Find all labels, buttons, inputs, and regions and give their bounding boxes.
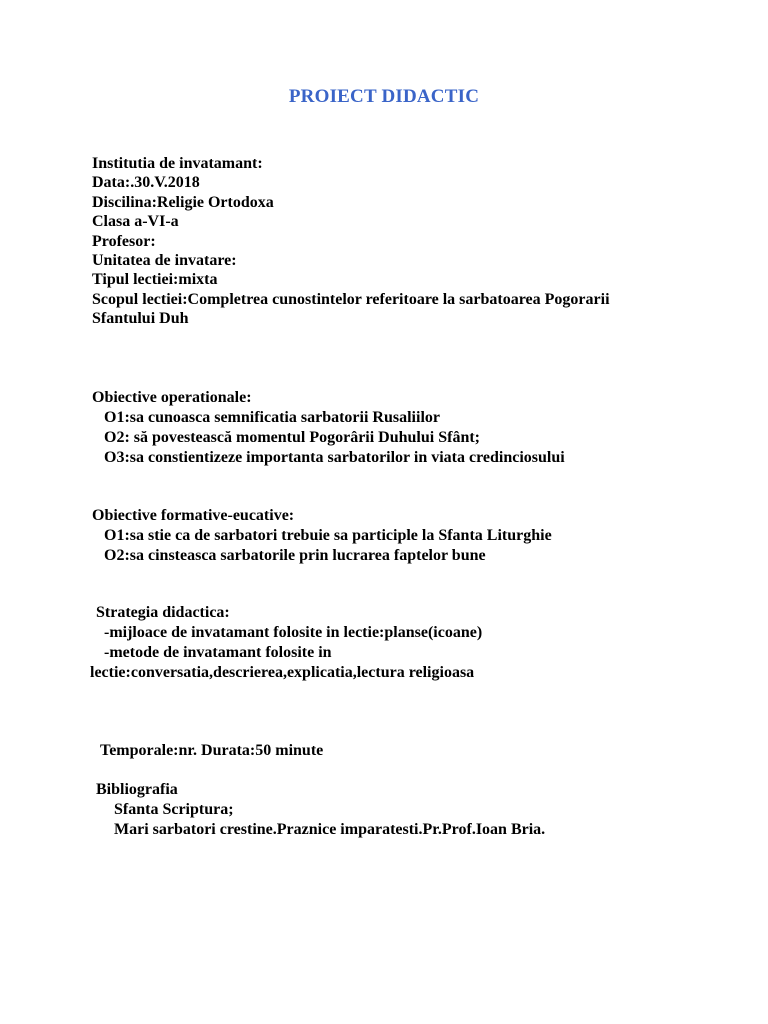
obiective-formative-section [92,506,732,566]
scopul-line-2: Sfantului Duh [92,310,189,328]
tipul-line: Tipul lectiei:mixta [92,271,218,289]
unitatea-line: Unitatea de invatare: [92,252,237,270]
obiective-operationale-heading: Obiective operationale: [92,389,252,406]
profesor-line: Profesor: [92,232,156,250]
obiectiv-operational-item: O1:sa cunoasca semnificatia sarbatorii Rusaliilor [104,409,440,426]
data-line: Data:.30.V.2018 [92,174,200,192]
bibliografia-item: Sfanta Scriptura; [114,801,234,818]
scopul-line-1: Scopul lectiei:Completrea cunostintelor referitoare la sarbatoarea Pogorarii [92,290,610,308]
disciplina-line: Discilina:Religie Ortodoxa [92,193,274,211]
strategia-metode-line: -metode de invatamant folosite in [104,644,332,661]
strategia-metode-continuation: lectie:conversatia,descrierea,explicatia,lectura religioasa [90,664,475,681]
lesson-header [92,154,712,329]
strategia-mijloace-line: -mijloace de invatamant folosite in lectie:planse(icoane) [104,624,483,641]
obiectiv-operational-item: O3:sa constientizeze importanta sarbatorilor in viata credinciosului [104,449,565,466]
page-title: PROIECT DIDACTIC [288,86,480,107]
obiectiv-formativ-item: O2:sa cinsteasca sarbatorile prin lucrarea faptelor bune [104,547,486,564]
obiectiv-formativ-item: O1:sa stie ca de sarbatori trebuie sa participle la Sfanta Liturghie [104,527,552,544]
bibliografia-item: Mari sarbatori crestine.Praznice imparatesti.Pr.Prof.Ioan Bria. [114,821,546,838]
strategia-heading: Strategia didactica: [96,604,230,621]
bibliografia-heading: Bibliografia [96,781,178,798]
obiective-operationale-section [92,388,732,468]
obiectiv-operational-item: O2: să povestească momentul Pogorârii Duhului Sfânt; [104,429,480,446]
temporale-line: Temporale:nr. Durata:50 minute [100,742,324,759]
institutie-line: Institutia de invatamant: [92,155,263,172]
strategia-section [92,603,732,683]
clasa-line: Clasa a-VI-a [92,213,179,231]
bibliografia-section [96,780,736,840]
obiective-formative-heading: Obiective formative-eucative: [92,507,295,524]
